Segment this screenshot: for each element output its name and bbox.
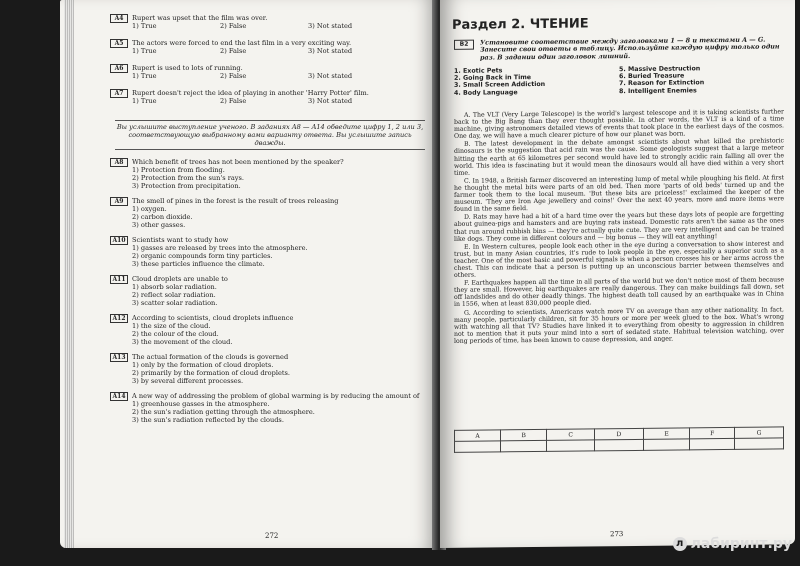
question-tag: A7	[110, 89, 128, 98]
option-text: 1) the size of the cloud.	[132, 322, 211, 330]
question-options	[132, 47, 430, 55]
labirint-logo-icon: л	[673, 537, 687, 551]
question-item	[110, 197, 430, 229]
option-text: 1) greenhouse gasses in the atmosphere.	[132, 400, 270, 408]
question-text: According to scientists, cloud droplets influence	[132, 314, 294, 322]
answer-header-cell: C	[547, 429, 595, 440]
answer-cell[interactable]	[735, 438, 784, 450]
option-text: 3) Protection from precipitation.	[132, 182, 241, 190]
question-item	[110, 236, 430, 268]
answer-cell[interactable]	[690, 438, 735, 449]
heading-item: 6. Buried Treasure	[619, 72, 685, 81]
answer-cell[interactable]	[500, 440, 546, 451]
question-tag: A12	[110, 314, 128, 323]
question-options	[132, 22, 430, 30]
watermark	[673, 536, 792, 552]
question-item	[110, 14, 430, 30]
option-text: 3) these particles influence the climate.	[132, 260, 265, 268]
option-text: 2) the colour of the cloud.	[132, 330, 219, 338]
option-text: 3) scatter solar radiation.	[132, 299, 218, 307]
question-item	[110, 275, 430, 307]
option-text: 2) False	[220, 22, 247, 30]
option-text: 2) organic compounds form tiny particles.	[132, 252, 273, 260]
option-text: 2) Protection from the sun's rays.	[132, 174, 245, 182]
question-text: A new way of addressing the problem of global warming is by reducing the amount of	[132, 392, 420, 400]
answer-cell[interactable]	[595, 439, 644, 451]
question-item	[110, 392, 430, 424]
option-text: 3) Not stated	[308, 72, 353, 80]
watermark-text: лабиринт.ру	[690, 536, 792, 552]
text-paragraph: B. The latest development in the debate amongst scientists about what killed the prehistoric dinosaurs is the suggestion that acid rain was the cause. Some geologists suggest that a large meteor hitting the earth at 65 kilometres per second would have led to strongly acidic rain falling all over the world. This idea is fascinating but it would mean the dinosaurs would all have died within a very short time.	[454, 137, 784, 177]
left-page	[60, 0, 438, 548]
text-paragraph: G. According to scientists, Americans watch more TV on average than any other nationality. In fact, many people, particularly children, sit for 35 hours or more per week glued to the box. What's wrong with watching all that TV? Studies have linked it to everything from obesity to aggression in children not to mention that it puts your mind into a sort of sedated state. Habitual television watching, over long periods of time, has been known to cause depression, and anger.	[454, 305, 784, 345]
option-text: 1) True	[132, 72, 157, 80]
heading-item: 5. Massive Destruction	[619, 65, 701, 74]
answer-header-cell: F	[690, 427, 735, 438]
answer-cell[interactable]	[547, 440, 595, 451]
question-tag: A4	[110, 14, 128, 23]
option-text: 1) True	[132, 47, 157, 55]
heading-item: 7. Reason for Extinction	[619, 79, 705, 88]
option-text: 1) Protection from flooding.	[132, 166, 225, 174]
question-text: The smell of pines in the forest is the result of trees releasing	[132, 197, 339, 205]
option-text: 1) gasses are released by trees into the atmosphere.	[132, 244, 308, 252]
option-text: 1) absorb solar radiation.	[132, 283, 217, 291]
headings-list	[454, 64, 784, 96]
option-text: 2) primarily by the formation of cloud droplets.	[132, 369, 291, 377]
option-text: 2) False	[220, 97, 247, 105]
option-text: 2) reflect solar radiation.	[132, 291, 216, 299]
question-item	[110, 64, 430, 80]
question-item	[110, 89, 430, 105]
heading-item: 3. Small Screen Addiction	[454, 81, 546, 90]
answer-header-cell: A	[455, 430, 501, 441]
question-options	[132, 72, 430, 80]
question-text: Which benefit of trees has not been mentioned by the speaker?	[132, 158, 344, 166]
question-options	[132, 97, 430, 105]
question-tag: A8	[110, 158, 128, 167]
heading-item: 4. Body Language	[454, 88, 518, 97]
heading-item: 2. Going Back in Time	[454, 74, 532, 83]
option-text: 2) False	[220, 47, 247, 55]
option-text: 1) oxygen.	[132, 205, 167, 213]
option-text: 1) True	[132, 97, 157, 105]
option-text: 3) Not stated	[308, 22, 353, 30]
option-text: 2) the sun's radiation getting through the atmosphere.	[132, 408, 315, 416]
section-title: Раздел 2. ЧТЕНИЕ	[452, 16, 589, 33]
question-item	[110, 314, 430, 346]
question-options	[132, 205, 430, 229]
answer-header-cell: E	[643, 428, 689, 439]
question-options	[132, 400, 430, 424]
task-tag: B2	[454, 40, 474, 50]
option-text: 1) True	[132, 22, 157, 30]
option-text: 3) the movement of the cloud.	[132, 338, 233, 346]
heading-item: 1. Exotic Pets	[454, 67, 503, 75]
option-text: 3) by several different processes.	[132, 377, 244, 385]
question-text: Rupert doesn't reject the idea of playing in another 'Harry Potter' film.	[132, 89, 369, 97]
question-options	[132, 283, 430, 307]
question-item	[110, 39, 430, 55]
task-instruction: Установите соответствие между заголовками 1 — 8 и текстами A — G. Занесите свои ответы в таблицу. Используйте каждую цифру только один раз. В задании один заголовок лишний.	[480, 35, 780, 62]
answer-header-cell: B	[500, 429, 546, 440]
text-paragraph: A. The VLT (Very Large Telescope) is the world's largest telescope and it is taking scientists further back to the Big Bang than they ever thought possible. In other words, the VLT is a kind of a time machine, giving astronomers detailed views of events that took place in the earliest days of the cosmos. One day, we will have a much clearer picture of how our planet was born.	[454, 108, 784, 141]
question-options	[132, 166, 430, 190]
question-item	[110, 353, 430, 385]
question-tag: A14	[110, 392, 128, 401]
option-text: 3) Not stated	[308, 97, 353, 105]
question-tag: A13	[110, 353, 128, 362]
option-text: 3) the sun's radiation reflected by the clouds.	[132, 416, 284, 424]
question-options	[132, 322, 430, 346]
question-options	[132, 244, 430, 268]
heading-item: 8. Intelligent Enemies	[619, 86, 697, 95]
reading-texts	[454, 108, 784, 345]
text-paragraph: F. Earthquakes happen all the time in all parts of the world but we don't notice most of them because they are small. However, big earthquakes are really dangerous. They can make buildings fall down, set off landslides and do other deadly things. The highest death toll caused by an earthquake was in China in 1556, when at least 830,000 people died.	[454, 276, 784, 309]
answer-cell[interactable]	[455, 441, 501, 452]
option-text: 3) other gasses.	[132, 221, 186, 229]
answer-table	[454, 426, 784, 452]
question-tag: A6	[110, 64, 128, 73]
question-tag: A5	[110, 39, 128, 48]
question-tag: A11	[110, 275, 128, 284]
open-book	[60, 0, 795, 550]
text-paragraph: E. In Western cultures, people look each other in the eye during a conversation to show interest and trust, but in many Asian countries, it's rude to look people in the eye, especially a superior such as a teacher. One of the most basic and powerful signals is when a person crosses his or her arms across the chest. This can indicate that a person is putting up an unconscious barrier between themselves and others.	[454, 240, 784, 279]
answer-header-cell: G	[735, 427, 784, 439]
option-text: 3) Not stated	[308, 47, 353, 55]
page-edges	[64, 0, 74, 548]
option-text: 1) only by the formation of cloud droplets.	[132, 361, 274, 369]
question-text: The actual formation of the clouds is governed	[132, 353, 289, 361]
answer-header-cell: D	[595, 428, 644, 440]
right-page	[440, 0, 795, 548]
question-options	[132, 361, 430, 385]
listening-instruction: Вы услышите выступление ученого. В заданиях A8 — A14 обведите цифру 1, 2 или 3, соответствующую выбранному вами варианту ответа. Вы услышите запись дважды.	[115, 120, 425, 150]
text-paragraph: D. Rats may have had a bit of a hard time over the years but these days lots of people are forgetting about guinea-pigs and hamsters and are buying rats instead. Domestic rats aren't the same as the ones that run around rubbish bins — they're actually quite cute. They are very intelligent and can be trained like dogs. They come in different colours and — big bonus — they will eat anything!	[454, 210, 784, 243]
question-text: Scientists want to study how	[132, 236, 229, 244]
page-number: 273	[610, 530, 624, 539]
page-number: 272	[265, 532, 279, 540]
answer-cell[interactable]	[643, 439, 689, 450]
option-text: 2) False	[220, 72, 247, 80]
question-item	[110, 158, 430, 190]
text-paragraph: C. In 1948, a British farmer discovered an interesting lump of metal while ploughing his field. At first he thought the metal bits were parts of an old bed. Then more 'parts of old beds' turned up and the farmer took them to the local museum. 'But these bits are priceless!' exclaimed the keeper of the museum. 'They are Iron Age jewellery and coins!' Over the next 40 years, more and more items were found in the same field.	[454, 174, 784, 214]
question-tag: A9	[110, 197, 128, 206]
question-text: Rupert was upset that the film was over.	[132, 14, 268, 22]
question-text: The actors were forced to end the last film in a very exciting way.	[132, 39, 352, 47]
question-text: Cloud droplets are unable to	[132, 275, 228, 283]
question-tag: A10	[110, 236, 128, 245]
option-text: 2) carbon dioxide.	[132, 213, 193, 221]
question-text: Rupert is used to lots of running.	[132, 64, 243, 72]
